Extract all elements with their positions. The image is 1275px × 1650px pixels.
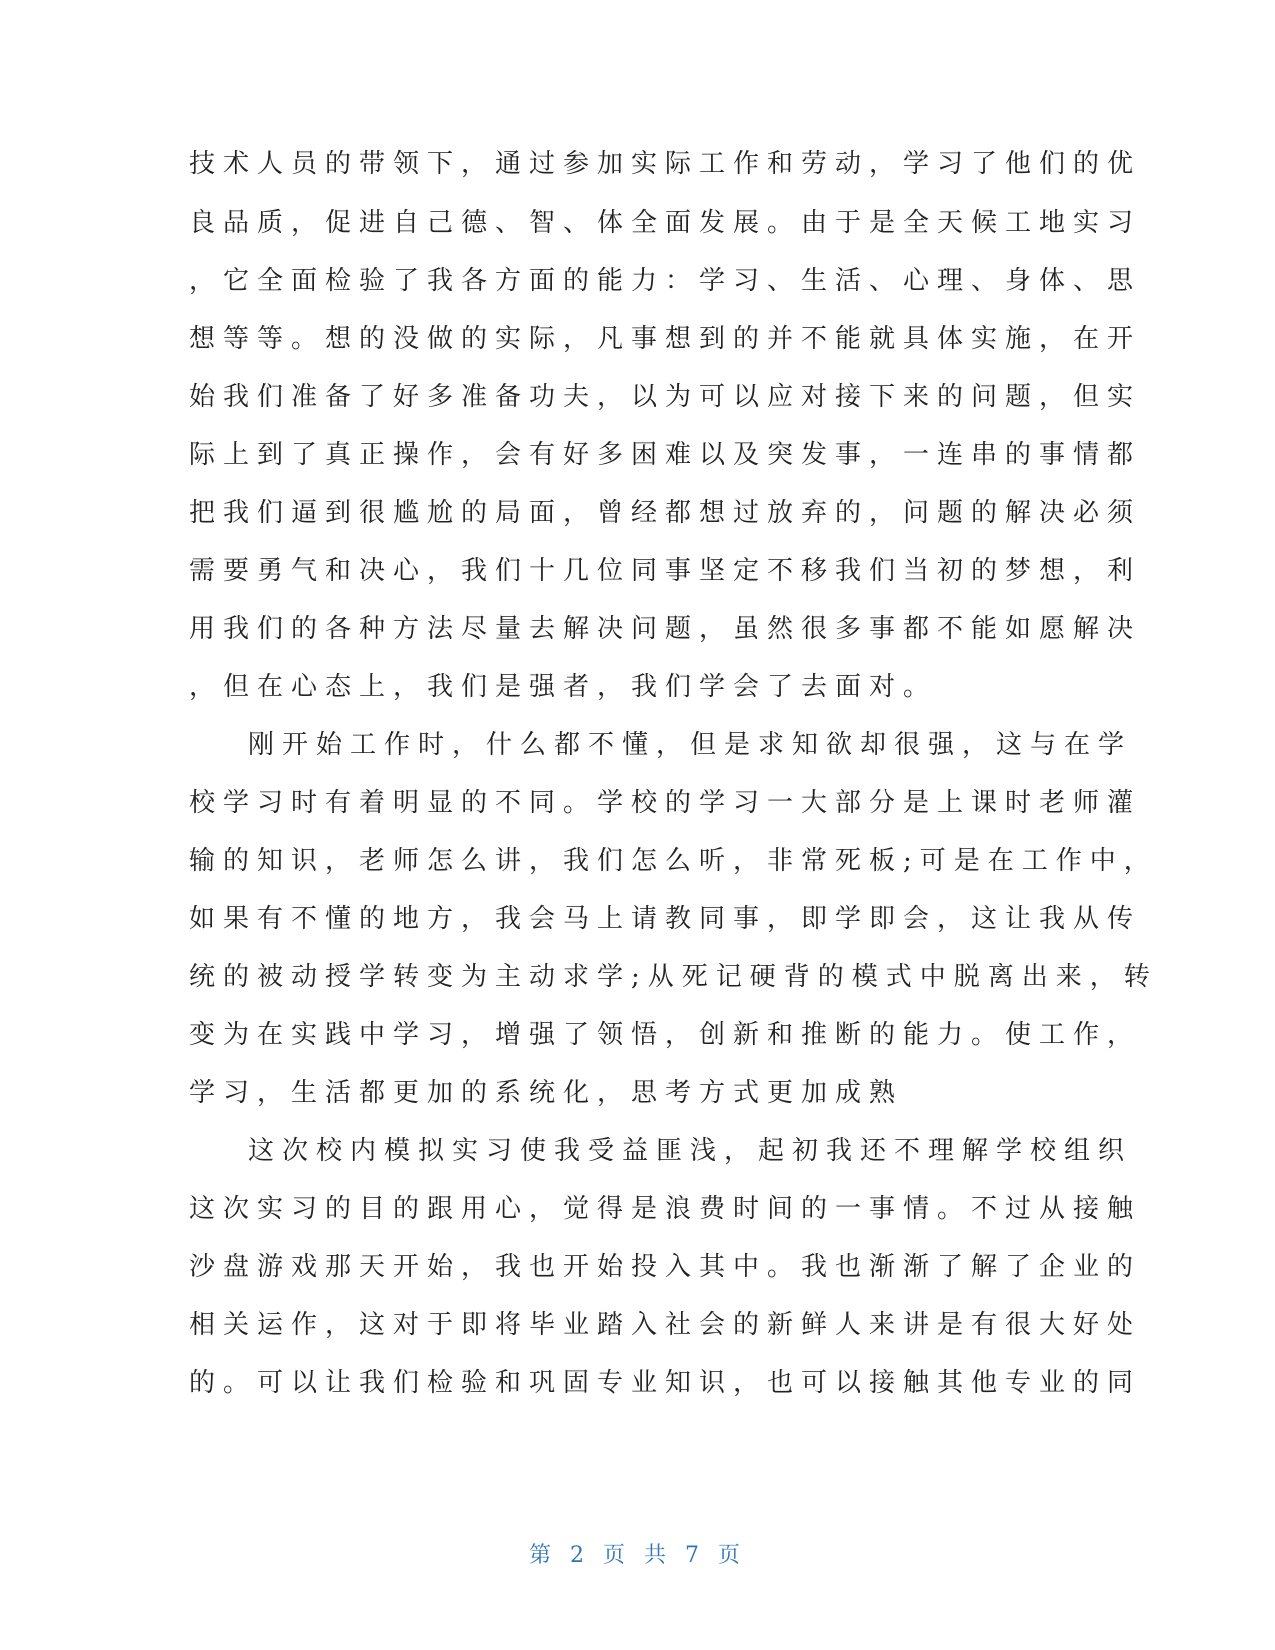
text-line: 技术人员的带领下，通过参加实际工作和劳动，学习了他们的优 (189, 149, 1142, 179)
text-line: 校学习时有着明显的不同。学校的学习一大部分是上课时老师灌 (189, 788, 1142, 818)
text-line: 如果有不懂的地方，我会马上请教同事，即学即会，这让我从传 (189, 904, 1142, 934)
text-line: ，它全面检验了我各方面的能力：学习、生活、心理、身体、思 (189, 266, 1142, 296)
text-line: 输的知识，老师怎么讲，我们怎么听，非常死板;可是在工作中， (189, 846, 1158, 876)
text-line: 始我们准备了好多准备功夫，以为可以应对接下来的问题，但实 (189, 382, 1142, 412)
text-line: 变为在实践中学习，增强了领悟，创新和推断的能力。使工作， (189, 1020, 1142, 1050)
text-line: 的。可以让我们检验和巩固专业知识，也可以接触其他专业的同 (189, 1368, 1142, 1398)
text-line: 际上到了真正操作，会有好多困难以及突发事，一连串的事情都 (189, 440, 1142, 470)
text-line: 把我们逼到很尴尬的局面，曾经都想过放弃的，问题的解决必须 (189, 498, 1142, 528)
text-line: ，但在心态上，我们是强者，我们学会了去面对。 (189, 672, 938, 702)
text-line: 想等等。想的没做的实际，凡事想到的并不能就具体实施，在开 (189, 324, 1142, 354)
paragraph-start-line: 刚开始工作时，什么都不懂，但是求知欲却很强，这与在学 (248, 730, 1133, 760)
text-line: 用我们的各种方法尽量去解决问题，虽然很多事都不能如愿解决 (189, 614, 1142, 644)
page-footer: 第 2 页 共 7 页 (529, 1543, 746, 1568)
text-line: 这次实习的目的跟用心，觉得是浪费时间的一事情。不过从接触 (189, 1194, 1142, 1224)
text-line: 需要勇气和决心，我们十几位同事坚定不移我们当初的梦想，利 (189, 556, 1142, 586)
text-line: 统的被动授学转变为主动求学;从死记硬背的模式中脱离出来，转 (189, 962, 1158, 992)
text-line: 学习，生活都更加的系统化，思考方式更加成熟 (189, 1078, 904, 1108)
text-line: 相关运作，这对于即将毕业踏入社会的新鲜人来讲是有很大好处 (189, 1310, 1142, 1340)
text-line: 良品质，促进自己德、智、体全面发展。由于是全天候工地实习 (189, 208, 1142, 238)
text-line: 沙盘游戏那天开始，我也开始投入其中。我也渐渐了解了企业的 (189, 1252, 1142, 1282)
paragraph-start-line: 这次校内模拟实习使我受益匪浅，起初我还不理解学校组织 (248, 1136, 1133, 1166)
